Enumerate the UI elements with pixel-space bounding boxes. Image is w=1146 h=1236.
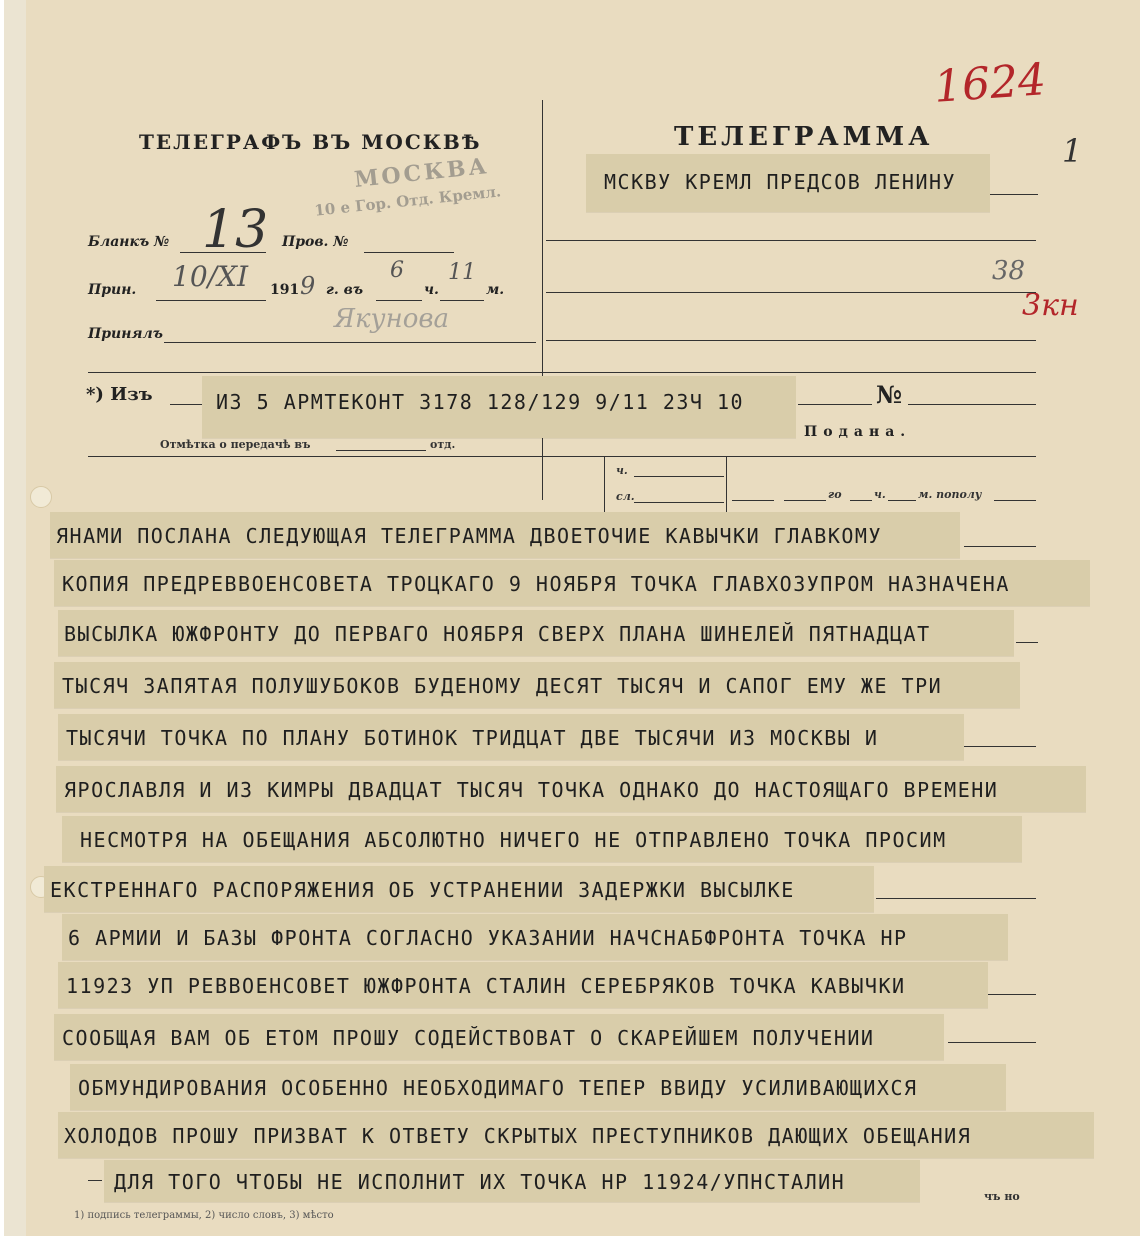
- ch2-label: ч.: [874, 488, 886, 501]
- page-number: 1: [1062, 132, 1083, 170]
- message-line: ТЫСЯЧИ ТОЧКА ПО ПЛАНУ БОТИНОК ТРИДЦАТ ДВЕ ТЫСЯЧИ ИЗ МОСКВЫ И: [66, 726, 879, 750]
- message-line: НЕСМОТРЯ НА ОБЕЩАНИЯ АБСОЛЮТНО НИЧЕГО НЕ ОТПРАВЛЕНО ТОЧКА ПРОСИМ: [80, 828, 947, 852]
- rule: [798, 404, 872, 405]
- blank-label: Бланкъ №: [88, 234, 170, 250]
- receiver-signature: Якунова: [334, 304, 450, 334]
- rule: [850, 500, 872, 501]
- column-divider: [726, 456, 727, 512]
- message-line: ОБМУНДИРОВАНИЯ ОСОБЕННО НЕОБХОДИМАГО ТЕПЕР ВВИДУ УСИЛИВАЮЩИХСЯ: [78, 1076, 918, 1100]
- punch-hole: [30, 486, 52, 508]
- m-label: м.: [486, 282, 505, 298]
- rule: [546, 340, 1036, 341]
- telegraph-office-title: ТЕЛЕГРАФЪ ВЪ МОСКВѢ: [139, 130, 482, 154]
- hour-value: 6: [390, 258, 404, 283]
- rule: [546, 292, 1036, 293]
- ch-label: ч.: [424, 282, 439, 298]
- column-divider: [542, 100, 543, 500]
- telegram-title: ТЕЛЕГРАММА: [674, 122, 934, 152]
- rule: [170, 404, 202, 405]
- rule: [546, 240, 1036, 241]
- word-count: 38: [992, 256, 1026, 286]
- rule: [364, 252, 454, 253]
- year-prefix: 191: [270, 282, 300, 298]
- year-value: 9: [300, 272, 316, 300]
- prinyal-label: Принялъ: [88, 326, 163, 342]
- prin-label: Прин.: [88, 282, 137, 298]
- g-label: г. въ: [326, 282, 363, 298]
- rule: [888, 500, 916, 501]
- rule: [336, 450, 426, 451]
- number-label: №: [876, 380, 903, 409]
- message-line: ДЛЯ ТОГО ЧТОБЫ НЕ ИСПОЛНИТ ИХ ТОЧКА НР 11924/УПНСТАЛИН: [114, 1170, 846, 1194]
- footer-note-right: чъ но: [984, 1190, 1020, 1203]
- column-divider: [604, 456, 605, 512]
- rule: [964, 546, 1036, 547]
- message-line: КОПИЯ ПРЕДРЕВВОЕНСОВЕТА ТРОЦКАГО 9 НОЯБРЯ ТОЧКА ГЛАВХОЗУПРОМ НАЗНАЧЕНА: [62, 572, 1010, 596]
- archive-number: 1624: [932, 54, 1048, 113]
- message-line: ХОЛОДОВ ПРОШУ ПРИЗВАТ К ОТВЕТУ СКРЫТЫХ ПРЕСТУПНИКОВ ДАЮЩИХ ОБЕЩАНИЯ: [64, 1124, 972, 1148]
- rule: [164, 342, 536, 343]
- message-line: 6 АРМИИ И БАЗЫ ФРОНТА СОГЛАСНО УКАЗАНИИ НАЧСНАБФРОНТА ТОЧКА НР: [68, 926, 908, 950]
- message-line: ТЫСЯЧ ЗАПЯТАЯ ПОЛУШУБОКОВ БУДЕНОМУ ДЕСЯТ ТЫСЯЧ И САПОГ ЕМУ ЖЕ ТРИ: [62, 674, 943, 698]
- red-mark: 3кн: [1022, 288, 1079, 323]
- rule: [876, 898, 1036, 899]
- footer-note: 1) подпись телеграммы, 2) число словъ, 3) мѣсто: [74, 1210, 334, 1221]
- message-line: ЯНАМИ ПОСЛАНА СЛЕДУЮЩАЯ ТЕЛЕГРАММА ДВОЕТОЧИЕ КАВЫЧКИ ГЛАВКОМУ: [56, 524, 883, 548]
- rule: [440, 300, 484, 301]
- rule: [88, 372, 1036, 373]
- rule: [634, 476, 724, 477]
- message-line: ВЫСЫЛКА ЮЖФРОНТУ ДО ПЕРВАГО НОЯБРЯ СВЕРХ ПЛАНА ШИНЕЛЕЙ ПЯТНАДЦАТ: [64, 622, 931, 646]
- rule: [908, 404, 1036, 405]
- rule: [376, 300, 422, 301]
- rule: [88, 1180, 102, 1181]
- prin-date: 10/XI: [172, 260, 249, 293]
- otd-label: отд.: [430, 438, 456, 451]
- message-line: СООБЩАЯ ВАМ ОБ ЕТОМ ПРОШУ СОДЕЙСТВОВАТ О СКАРЕЙШЕМ ПОЛУЧЕНИИ: [62, 1026, 875, 1050]
- stamp-city: МОСКВА: [353, 152, 491, 194]
- prov-label: Пров. №: [282, 234, 349, 250]
- podana-label: Подана.: [804, 424, 912, 440]
- rule: [990, 194, 1038, 195]
- rule: [964, 746, 1036, 747]
- sl-short-label: сл.: [616, 490, 635, 503]
- rule: [88, 456, 1036, 457]
- iz-label: *) Изъ: [86, 384, 153, 405]
- rule: [180, 252, 266, 253]
- stamp-office: 10 е Гор. Отд. Кремл.: [313, 182, 502, 220]
- origin-text: ИЗ 5 АРМТЕКОНТ 3178 128/129 9/11 23Ч 10: [216, 390, 745, 414]
- blank-number: 13: [202, 200, 269, 260]
- message-line: ЕКСТРЕННАГО РАСПОРЯЖЕНИЯ ОБ УСТРАНЕНИИ ЗАДЕРЖКИ ВЫСЫЛКЕ: [50, 878, 795, 902]
- rule: [988, 994, 1036, 995]
- rule: [634, 502, 724, 503]
- telegram-form: [4, 0, 1140, 1236]
- rule: [156, 300, 266, 301]
- message-line: 11923 УП РЕВВОЕНСОВЕТ ЮЖФРОНТА СТАЛИН СЕРЕБРЯКОВ ТОЧКА КАВЫЧКИ: [66, 974, 906, 998]
- go-label: го: [828, 488, 842, 501]
- otmetka-label: Отмѣтка о передачѣ въ: [160, 438, 311, 451]
- minute-value: 11: [448, 260, 476, 285]
- address-text: МСКВУ КРЕМЛ ПРЕДСОВ ЛЕНИНУ: [604, 170, 957, 194]
- rule: [784, 500, 826, 501]
- rule: [948, 1042, 1036, 1043]
- rule: [1016, 642, 1038, 643]
- rule: [732, 500, 774, 501]
- ch-short-label: ч.: [616, 464, 628, 477]
- message-line: ЯРОСЛАВЛЯ И ИЗ КИМРЫ ДВАДЦАТ ТЫСЯЧ ТОЧКА ОДНАКО ДО НАСТОЯЩАГО ВРЕМЕНИ: [64, 778, 999, 802]
- rule: [994, 500, 1036, 501]
- popolu-label: м. пополу: [918, 488, 982, 501]
